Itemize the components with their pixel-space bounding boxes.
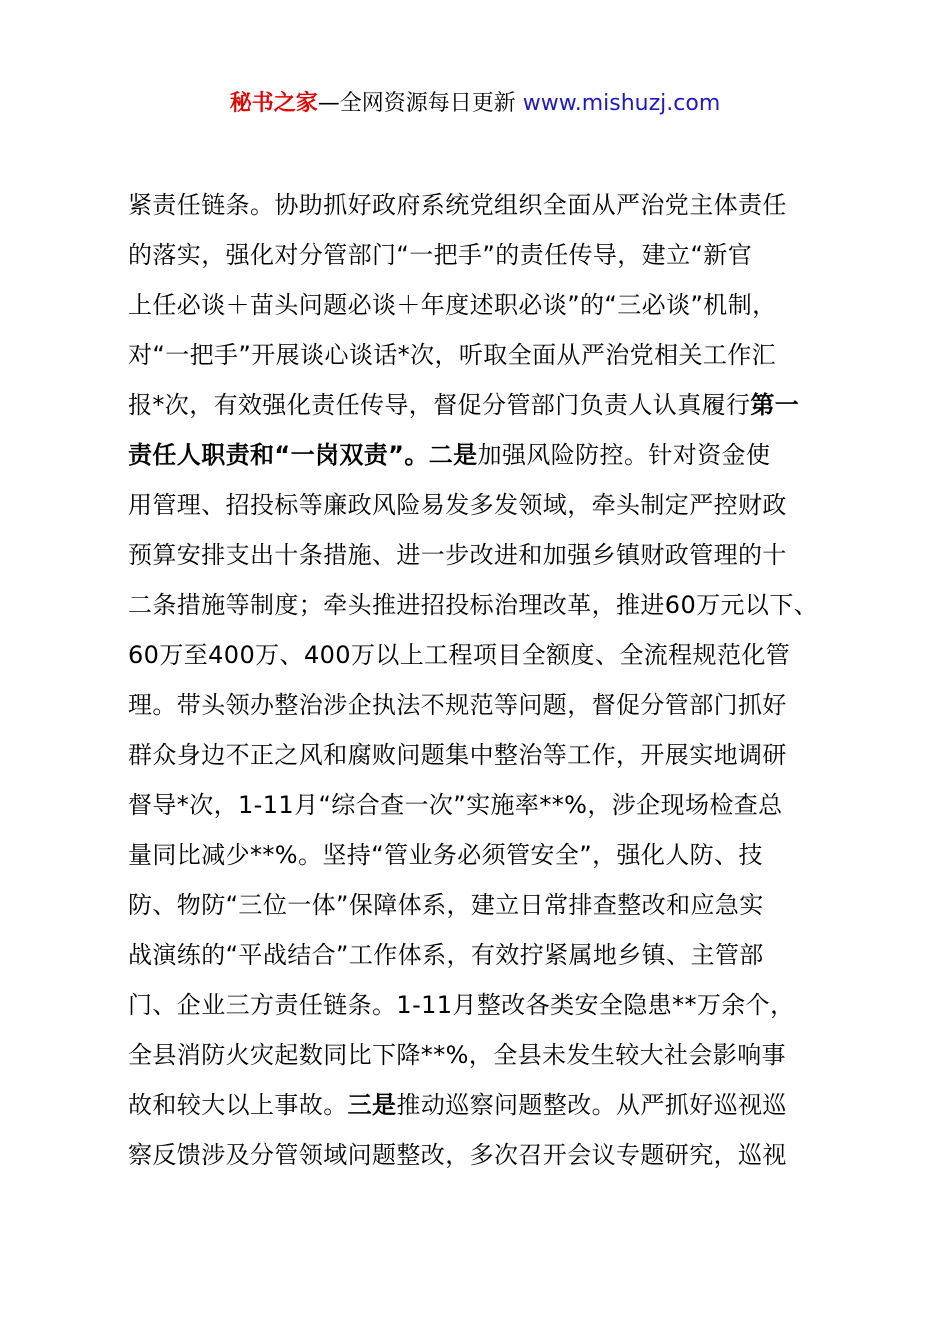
body-line <box>128 380 858 430</box>
text-segment: 门、企业三方责任链条。1-11月整改各类安全隐患**万余个， <box>128 991 795 1019</box>
text-segment: 察反馈涉及分管领域问题整改，多次召开会议专题研究，巡视 <box>128 1141 787 1169</box>
body-line <box>128 330 858 380</box>
body-line <box>128 430 858 480</box>
bold-text-segment: 第一 <box>750 391 800 419</box>
text-segment: 量同比减少**%。坚持“管业务必须管安全”，强化人防、技 <box>128 841 763 869</box>
text-segment: 战演练的“平战结合”工作体系，有效拧紧属地乡镇、主管部 <box>128 941 764 969</box>
body-line <box>128 730 858 780</box>
body-line <box>128 1030 858 1080</box>
site-header <box>0 86 950 122</box>
body-line <box>128 480 858 530</box>
text-segment: 的落实，强化对分管部门“一把手”的责任传导，建立“新官 <box>128 241 753 269</box>
body-line <box>128 830 858 880</box>
body-line <box>128 930 858 980</box>
text-segment: 紧责任链条。协助抓好政府系统党组织全面从严治党主体责任 <box>128 191 787 219</box>
bold-text-segment: 二是 <box>428 441 478 469</box>
site-url-link[interactable]: www.mishuzj.com <box>522 91 721 116</box>
bold-text-segment: 三是 <box>347 1091 397 1119</box>
text-segment: 对“一把手”开展谈心谈话*次，听取全面从严治党相关工作汇 <box>128 341 777 369</box>
text-segment: 全县消防火灾起数同比下降**%，全县未发生较大社会影响事 <box>128 1041 787 1069</box>
site-brand: 秘书之家 <box>229 91 318 116</box>
body-line <box>128 680 858 730</box>
body-line <box>128 880 858 930</box>
body-line <box>128 1080 858 1130</box>
document-body <box>128 180 858 1180</box>
text-segment: 督导*次，1-11月“综合查一次”实施率**%，涉企现场检查总 <box>128 791 783 819</box>
text-segment: 上任必谈＋苗头问题必谈＋年度述职必谈”的“三必谈”机制， <box>128 291 777 319</box>
text-segment: 加强风险防控。针对资金使 <box>477 441 771 469</box>
body-line <box>128 280 858 330</box>
body-line <box>128 530 858 580</box>
text-segment: 60万至400万、400万以上工程项目全额度、全流程规范化管 <box>128 641 791 669</box>
text-segment: 用管理、招投标等廉政风险易发多发领域，牵头制定严控财政 <box>128 491 787 519</box>
text-segment: 防、物防“三位一体”保障体系，建立日常排查整改和应急实 <box>128 891 764 919</box>
text-segment: 预算安排支出十条措施、进一步改进和加强乡镇财政管理的十 <box>128 541 787 569</box>
body-line <box>128 580 858 630</box>
body-line <box>128 780 858 830</box>
text-segment: 理。带头领办整治涉企执法不规范等问题，督促分管部门抓好 <box>128 691 787 719</box>
text-segment: 故和较大以上事故。 <box>128 1091 348 1119</box>
body-line <box>128 230 858 280</box>
text-segment: 二条措施等制度；牵头推进招投标治理改革，推进60万元以下、 <box>128 591 819 619</box>
bold-text-segment: 责任人职责和“一岗双责”。 <box>128 441 429 469</box>
text-segment: 群众身边不正之风和腐败问题集中整治等工作，开展实地调研 <box>128 741 787 769</box>
text-segment: 报*次，有效强化责任传导，督促分管部门负责人认真履行 <box>128 391 751 419</box>
body-line <box>128 630 858 680</box>
text-segment: 推动巡察问题整改。从严抓好巡视巡 <box>396 1091 787 1119</box>
body-line <box>128 1130 858 1180</box>
body-line <box>128 180 858 230</box>
body-line <box>128 980 858 1030</box>
site-tagline: —全网资源每日更新 <box>317 91 523 116</box>
